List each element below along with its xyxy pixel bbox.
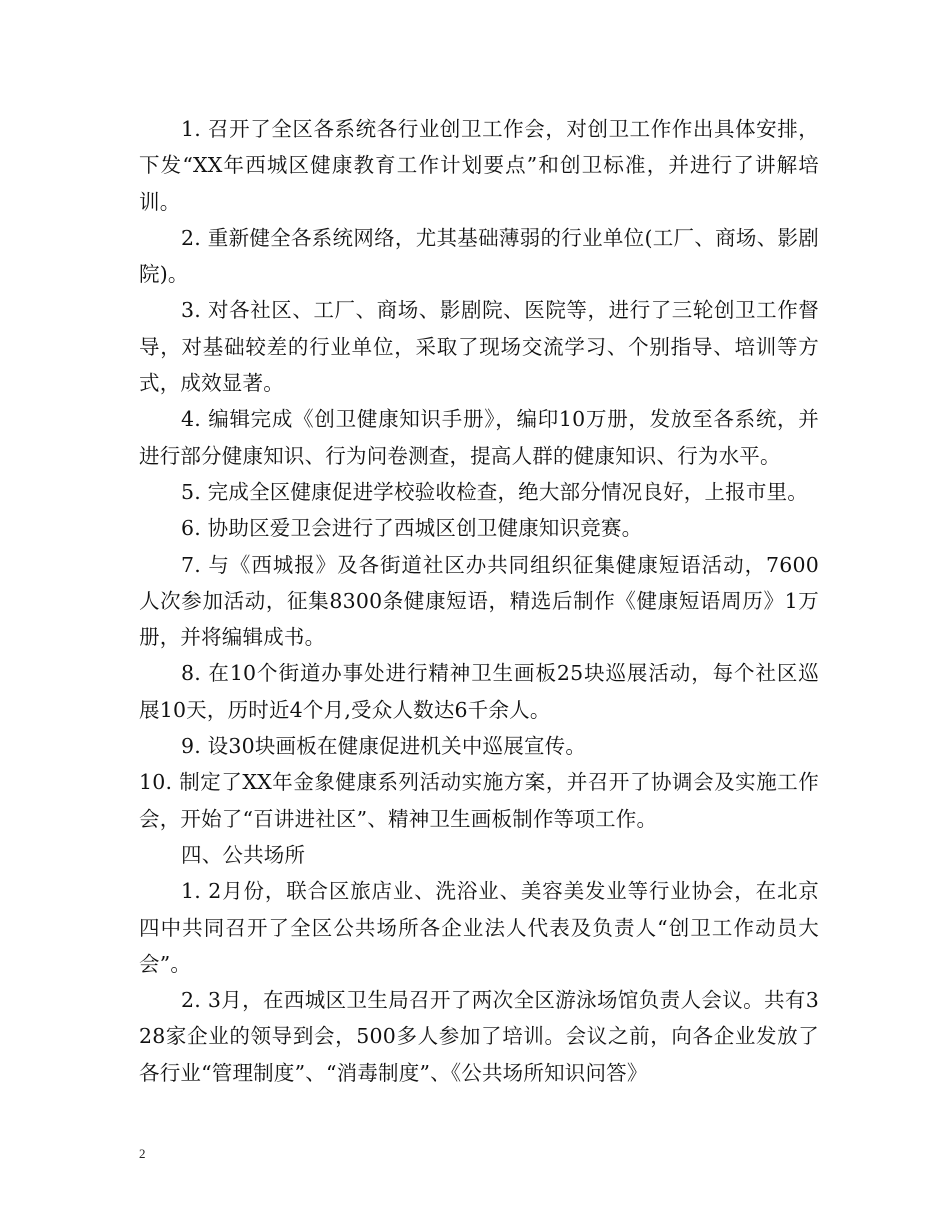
paragraph-item-9: 9. 设30块画板在健康促进机关中巡展宣传。 (181, 734, 587, 759)
paragraph-item-4: 4. 编辑完成《创卫健康知识手册》，编印10万册，发放至各系统，并进行部分健康知识、行为问卷测查，提高人群的健康知识、行为水平。 (139, 407, 819, 468)
paragraph-item-3: 3. 对各社区、工厂、商场、影剧院、医院等，进行了三轮创卫工作督导，对基础较差的行业单位，采取了现场交流学习、个别指导、培训等方式，成效显著。 (139, 298, 819, 396)
section-heading-public-places: 四、公共场所 (181, 842, 306, 867)
paragraph-item-10: 10. 制定了XX年金象健康系列活动实施方案，并召开了协调会及实施工作会，开始了“百讲进社区”、精神卫生画板制作等项工作。 (139, 770, 819, 831)
document-body (139, 111, 819, 1091)
paragraph-item-1: 1. 召开了全区各系统各行业创卫工作会，对创卫工作作出具体安排，下发“XX年西城区健康教育工作计划要点”和创卫标准，并进行了讲解培训。 (139, 117, 819, 214)
page-number: 2 (139, 1146, 146, 1161)
paragraph-item-6: 6. 协助区爱卫会进行了西城区创卫健康知识竞赛。 (181, 516, 643, 541)
paragraph-item-2: 2. 重新健全各系统网络，尤其基础薄弱的行业单位(工厂、商场、影剧院)。 (139, 225, 819, 287)
paragraph-public-1: 1. 2月份，联合区旅店业、洗浴业、美容美发业等行业协会，在北京四中共同召开了全区公共场所各企业法人代表及负责人“创卫工作动员大会”。 (139, 879, 819, 976)
paragraph-item-8: 8. 在10个街道办事处进行精神卫生画板25块巡展活动，每个社区巡展10天，历时近4个月,受众人数达6千余人。 (139, 661, 819, 722)
paragraph-public-2: 2. 3月，在西城区卫生局召开了两次全区游泳场馆负责人会议。共有328家企业的领导到会，500多人参加了培训。会议之前，向各企业发放了各行业“管理制度”、“消毒制度”、《公共场所知识问答》 (139, 988, 819, 1085)
paragraph-item-5: 5. 完成全区健康促进学校验收检查，绝大部分情况良好，上报市里。 (181, 479, 808, 504)
paragraph-item-7: 7. 与《西城报》及各街道社区办共同组织征集健康短语活动，7600人次参加活动，征集8300条健康短语，精选后制作《健康短语周历》1万册，并将编辑成书。 (139, 552, 819, 650)
